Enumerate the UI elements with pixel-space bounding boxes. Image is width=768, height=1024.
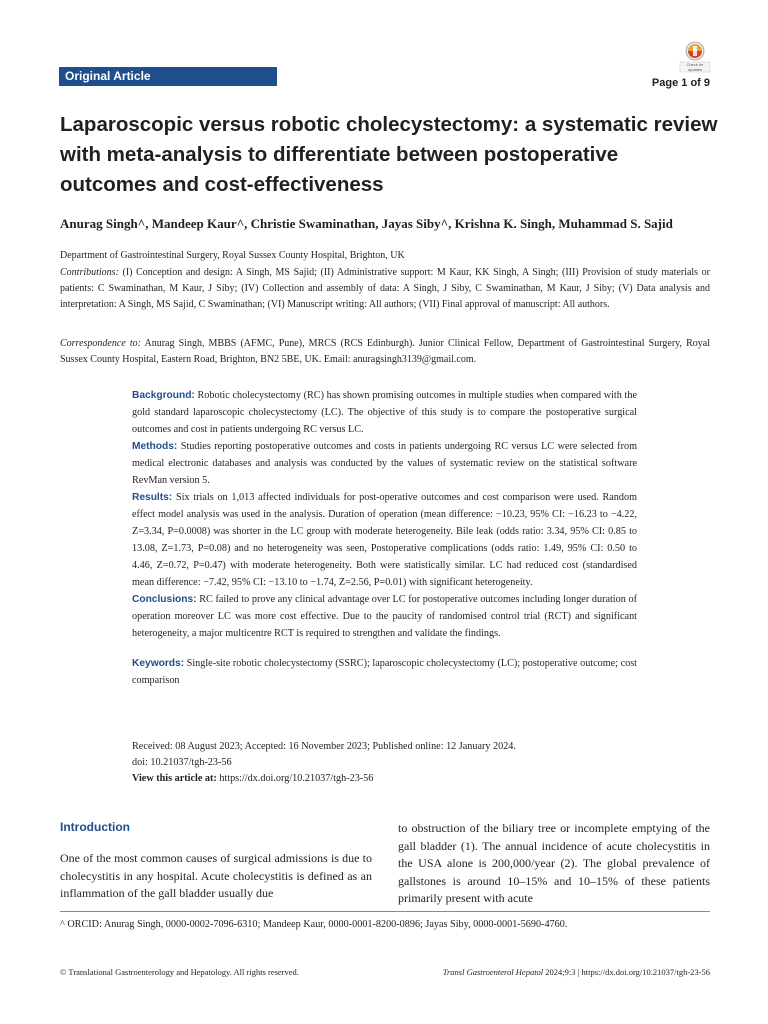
methods-text: Studies reporting postoperative outcomes and costs in patients undergoing RC versus LC were selected from medical electronic databases and analysis was conducted by the values of systematic review on the statistical software RevMan version 5. — [132, 441, 637, 486]
conclusions-text: RC failed to prove any clinical advantage over LC for postoperative outcomes including longer duration of operation moreover LC was more cost effective. Due to the paucity of randomised control trial (RCT) and significant heterogeneity, a major multicentre RCT is required to strengthen and validate the findings. — [132, 594, 637, 639]
section-heading-introduction: Introduction — [60, 820, 130, 834]
article-title: Laparoscopic versus robotic cholecystectomy: a systematic review with meta-analysis to differentiate between postoperative outcomes and cost-effectiveness — [60, 113, 718, 196]
check-for-updates-badge[interactable] — [679, 40, 711, 74]
conclusions-label: Conclusions: — [132, 594, 197, 605]
citation-text: 2024;9:3 | https://dx.doi.org/10.21037/tgh-23-56 — [543, 967, 710, 977]
publication-dates — [132, 739, 637, 787]
orcid-footnote: ^ ORCID: Anurag Singh, 0000-0002-7096-6310; Mandeep Kaur, 0000-0001-8200-0896; Jayas Siby, 0000-0001-5690-4760. — [60, 919, 568, 930]
affiliation: Department of Gastrointestinal Surgery, Royal Sussex County Hospital, Brighton, UK — [60, 250, 405, 261]
results-label: Results: — [132, 492, 173, 503]
abstract — [132, 387, 637, 689]
doi[interactable]: doi: 10.21037/tgh-23-56 — [132, 757, 232, 768]
abstract-methods — [132, 438, 637, 489]
footnote-divider — [60, 911, 710, 912]
abstract-results — [132, 489, 637, 591]
contributions — [60, 265, 710, 313]
abstract-keywords — [132, 655, 637, 689]
methods-label: Methods: — [132, 441, 178, 452]
page-number: Page 1 of 9 — [651, 77, 710, 89]
journal-name: Transl Gastroenterol Hepatol — [442, 967, 544, 977]
background-label: Background: — [132, 390, 195, 401]
citation-footer — [443, 967, 710, 977]
view-article-url[interactable]: https://dx.doi.org/10.21037/tgh-23-56 — [216, 773, 374, 784]
background-text: Robotic cholecystectomy (RC) has shown promising outcomes in multiple studies when compared with the gold standard laparoscopic cholecystectomy (LC). The objective of this study is to compare the postoperative surgical outcomes and cost in patients undergoing RC versus LC. — [132, 390, 637, 435]
keywords-text: Single-site robotic cholecystectomy (SSRC); laparoscopic cholecystectomy (LC); postoperative outcome; cost comparison — [132, 658, 637, 686]
copyright-footer: © Translational Gastroenterology and Hepatology. All rights reserved. — [60, 967, 299, 977]
intro-column-right: to obstruction of the biliary tree or incomplete emptying of the gall bladder (1). The annual incidence of acute cholecystitis in the USA alone is 200,000/year (2). The global prevalence of gallstones is around 10–15% and 10–15% of these patients primarily present with acute — [398, 821, 710, 905]
correspondence-label: Correspondence to: — [60, 338, 141, 349]
intro-column-left: One of the most common causes of surgical admissions is due to cholecystitis in any hospital. Acute cholecystitis is defined as an inflammation of the gall bladder usually due — [60, 851, 372, 900]
keywords-label: Keywords: — [132, 658, 185, 669]
check-for-updates-label: Check for updates — [686, 62, 704, 72]
abstract-background — [132, 387, 637, 438]
contributions-label: Contributions: — [60, 267, 119, 278]
contributions-text: (I) Conception and design: A Singh, MS Sajid; (II) Administrative support: M Kaur, KK Singh, A Singh; (III) Provision of study materials or patients: C Swaminathan, M Kaur, J Siby; (IV) Collection and assembly of data: A Singh, J Siby, C Swaminathan, M Kaur, J Siby; (V) Data analysis and interpretation: A Singh, MS Sajid, C Swaminathan; (VI) Manuscript writing: All authors; (VII) Final approval of manuscript: All authors. — [60, 267, 710, 310]
author-list: Anurag Singh^, Mandeep Kaur^, Christie Swaminathan, Jayas Siby^, Krishna K. Singh, Muhammad S. Sajid — [60, 216, 673, 231]
received-dates: Received: 08 August 2023; Accepted: 16 November 2023; Published online: 12 January 2024. — [132, 741, 516, 752]
abstract-conclusions — [132, 591, 637, 642]
article-type-badge: Original Article — [59, 67, 277, 86]
correspondence-text: Anurag Singh, MBBS (AFMC, Pune), MRCS (RCS Edinburgh). Junior Clinical Fellow, Department of Gastrointestinal Surgery, Royal Sussex County Hospital, Eastern Road, Brighton, BN2 5BE, UK. Email: anuragsingh3139@gmail.com. — [60, 338, 710, 365]
correspondence — [60, 336, 710, 368]
view-article-link[interactable] — [132, 771, 637, 787]
view-article-label: View this article at: — [132, 773, 217, 784]
results-text: Six trials on 1,013 affected individuals for post-operative outcomes and cost comparison were used. Random effect model analysis was used in the analysis. Duration of operation (mean difference: −10.23, 95% CI: −16.23 to −4.22, Z=3.34, P=0.0008) was shorter in the LC group with moderate heterogeneity. Bile leak (odds ratio: 3.34, 95% CI: 0.85 to 13.08, Z=1.73, P=0.08) and no heterogeneity was seen, Postoperative complications (odds ratio: 1.49, 95% CI: 0.50 to 4.46, Z=0.72, P=0.47) with moderate heterogeneity. Both were statistically similar. LC had reduced cost (standardised mean difference: −7.42, 95% CI: −13.10 to −1.74, Z=2.56, P=0.01) with significant heterogeneity. — [132, 492, 637, 588]
